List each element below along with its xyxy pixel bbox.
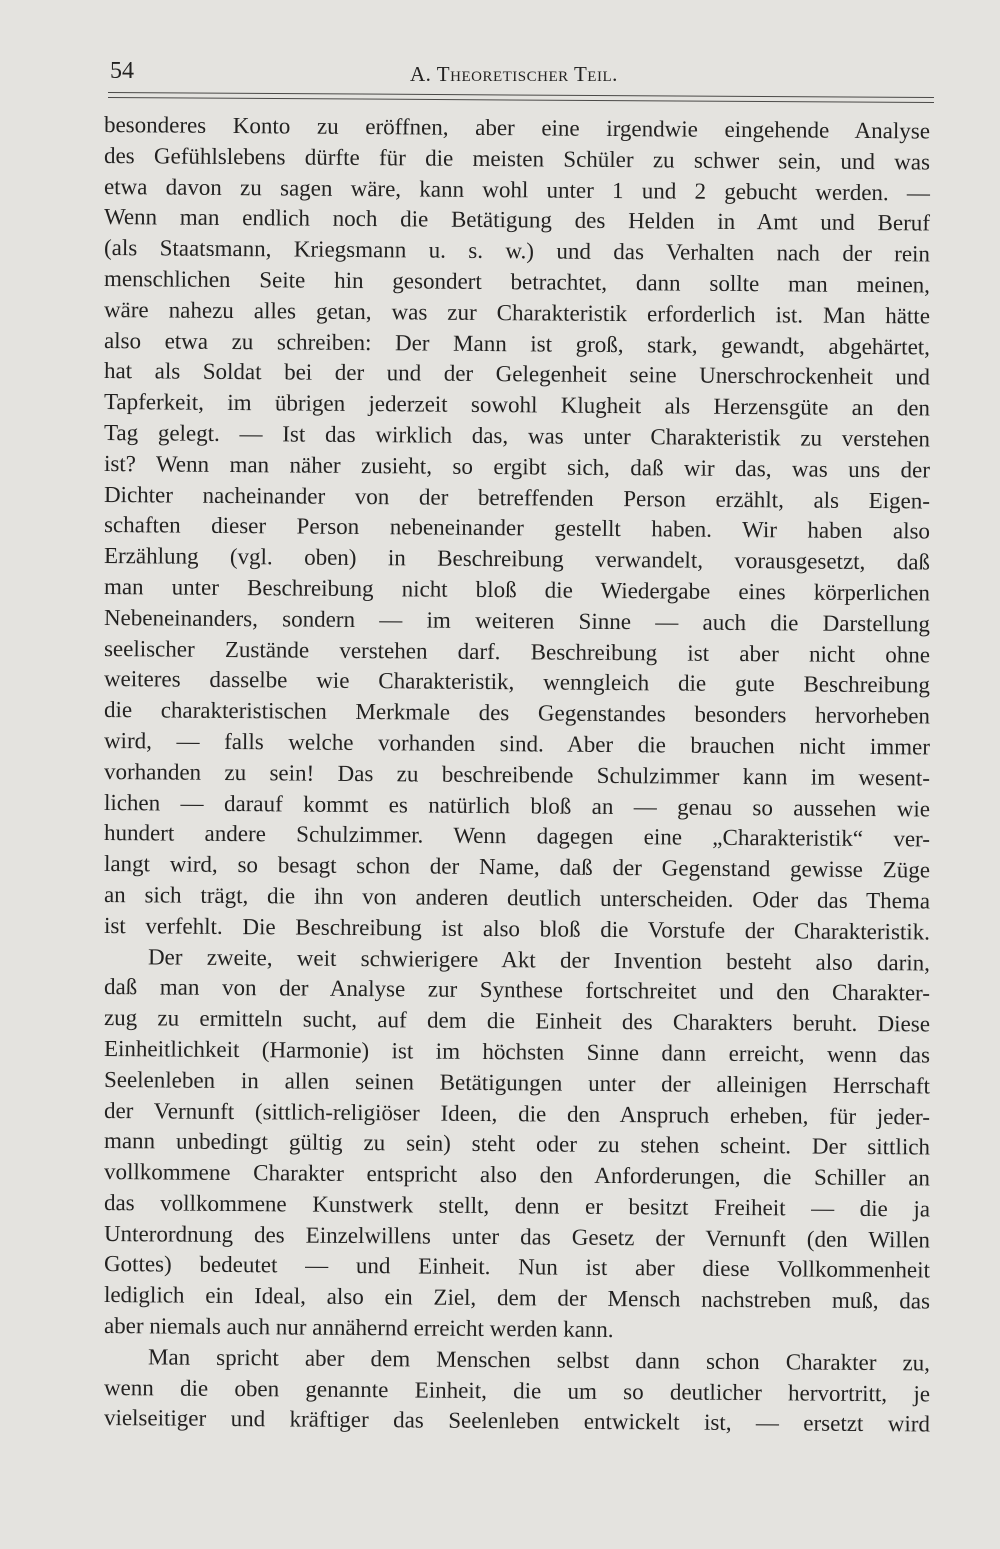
text-line: Dichter nacheinander von der betreffenden Person erzählt, als Eigen-	[103, 481, 931, 514]
text-line: besonderes Konto zu eröffnen, aber eine irgendwie eingehende Analyse	[103, 112, 931, 144]
text-line: daß man von der Analyse zur Synthese fortschreitet und den Charakter-	[103, 974, 931, 1006]
text-line: lichen — darauf kommt es natürlich bloß an — genau so aussehen wie	[103, 789, 931, 822]
text-line: Nebeneinanders, sondern — im weiteren Sinne — auch die Darstellung	[103, 604, 931, 637]
text-line: hundert andere Schulzimmer. Wenn dagegen eine „Charakteristik“ ver-	[103, 820, 931, 852]
text-line: schaften dieser Person nebeneinander gestellt haben. Wir haben also	[103, 512, 931, 544]
text-line: lediglich ein Ideal, also ein Ziel, dem der Mensch nachstreben muß, das	[103, 1282, 931, 1314]
text-line: des Gefühlslebens dürfte für die meisten Schüler zu schwer sein, und was	[103, 142, 931, 175]
text-line: hat als Soldat bei der und der Gelegenheit seine Unerschrockenheit und	[103, 358, 931, 390]
text-line: an sich trägt, die ihn von anderen deutlich unterscheiden. Oder das Thema	[103, 881, 931, 914]
text-line: vielseitiger und kräftiger das Seelenleben entwickelt ist, — ersetzt wird	[103, 1405, 931, 1437]
text-line: seelischer Zustände verstehen darf. Beschreibung ist aber nicht ohne	[103, 635, 931, 668]
text-line: Einheitlichkeit (Harmonie) ist im höchsten Sinne dann erreicht, wenn das	[103, 1035, 931, 1068]
text-line: ist verfehlt. Die Beschreibung ist also bloß die Vorstufe der Charakteristik.	[103, 912, 931, 945]
paragraph-start-line: Der zweite, weit schwierigere Akt der Invention besteht also darin,	[147, 943, 931, 976]
page-number: 54	[110, 58, 134, 84]
text-line: das vollkommene Kunstwerk stellt, denn er besitzt Freiheit — die ja	[103, 1189, 931, 1222]
text-line: Seelenleben in allen seinen Betätigungen unter der alleinigen Herrschaft	[103, 1066, 931, 1099]
text-line: Gottes) bedeutet — und Einheit. Nun ist aber diese Vollkommenheit	[103, 1251, 931, 1283]
text-line: etwa davon zu sagen wäre, kann wohl unter 1 und 2 gebucht werden. —	[103, 173, 931, 206]
text-line: mann unbedingt gültig zu sein) steht oder zu stehen scheint. Der sittlich	[103, 1128, 931, 1160]
text-line: man unter Beschreibung nicht bloß die Wiedergabe eines körperlichen	[103, 573, 931, 606]
running-head: A. Theoretischer Teil.	[410, 62, 618, 86]
text-line: Wenn man endlich noch die Betätigung des Helden in Amt und Beruf	[103, 204, 931, 236]
body-text	[103, 110, 931, 1437]
text-line: Erzählung (vgl. oben) in Beschreibung verwandelt, vorausgesetzt, daß	[103, 543, 931, 575]
text-line: Unterordnung des Einzelwillens unter das Gesetz der Vernunft (den Willen	[103, 1220, 931, 1253]
text-line: wenn die oben genannte Einheit, die um so deutlicher hervortritt, je	[103, 1374, 931, 1407]
text-line: (als Staatsmann, Kriegsmann u. s. w.) und das Verhalten nach der rein	[103, 235, 931, 267]
text-line: zug zu ermitteln sucht, auf dem die Einheit des Charakters beruht. Diese	[103, 1005, 931, 1037]
text-line: ist? Wenn man näher zusieht, so ergibt sich, daß wir das, was uns der	[103, 450, 931, 483]
text-line: weiteres dasselbe wie Charakteristik, wenngleich die gute Beschreibung	[103, 666, 931, 698]
text-line: Tapferkeit, im übrigen jederzeit sowohl Klugheit als Herzensgüte an den	[103, 389, 931, 421]
text-line: menschlichen Seite hin gesondert betrachtet, dann sollte man meinen,	[103, 265, 931, 298]
text-line: vollkommene Charakter entspricht also den Anforderungen, die Schiller an	[103, 1159, 931, 1191]
text-line: der Vernunft (sittlich-religiöser Ideen, die den Anspruch erheben, für jeder-	[103, 1097, 931, 1129]
text-line: langt wird, so besagt schon der Name, daß der Gegenstand gewisse Züge	[103, 851, 931, 883]
text-line: wäre nahezu alles getan, was zur Charakteristik erforderlich ist. Man hätte	[103, 296, 931, 329]
text-line: also etwa zu schreiben: Der Mann ist groß, stark, gewandt, abgehärtet,	[103, 327, 931, 360]
paragraph-end-line: aber niemals auch nur annähernd erreicht werden kann.	[103, 1313, 614, 1343]
text-line: die charakteristischen Merkmale des Gegenstandes besonders hervorheben	[103, 697, 931, 729]
text-line: wird, — falls welche vorhanden sind. Aber die brauchen nicht immer	[103, 727, 931, 760]
text-line: vorhanden zu sein! Das zu beschreibende Schulzimmer kann im wesent-	[103, 758, 931, 791]
text-line: Tag gelegt. — Ist das wirklich das, was unter Charakteristik zu verstehen	[103, 419, 931, 452]
page-header	[108, 56, 934, 96]
header-rule-bottom	[108, 97, 934, 103]
paragraph-start-line: Man spricht aber dem Menschen selbst dann schon Charakter zu,	[147, 1344, 931, 1376]
